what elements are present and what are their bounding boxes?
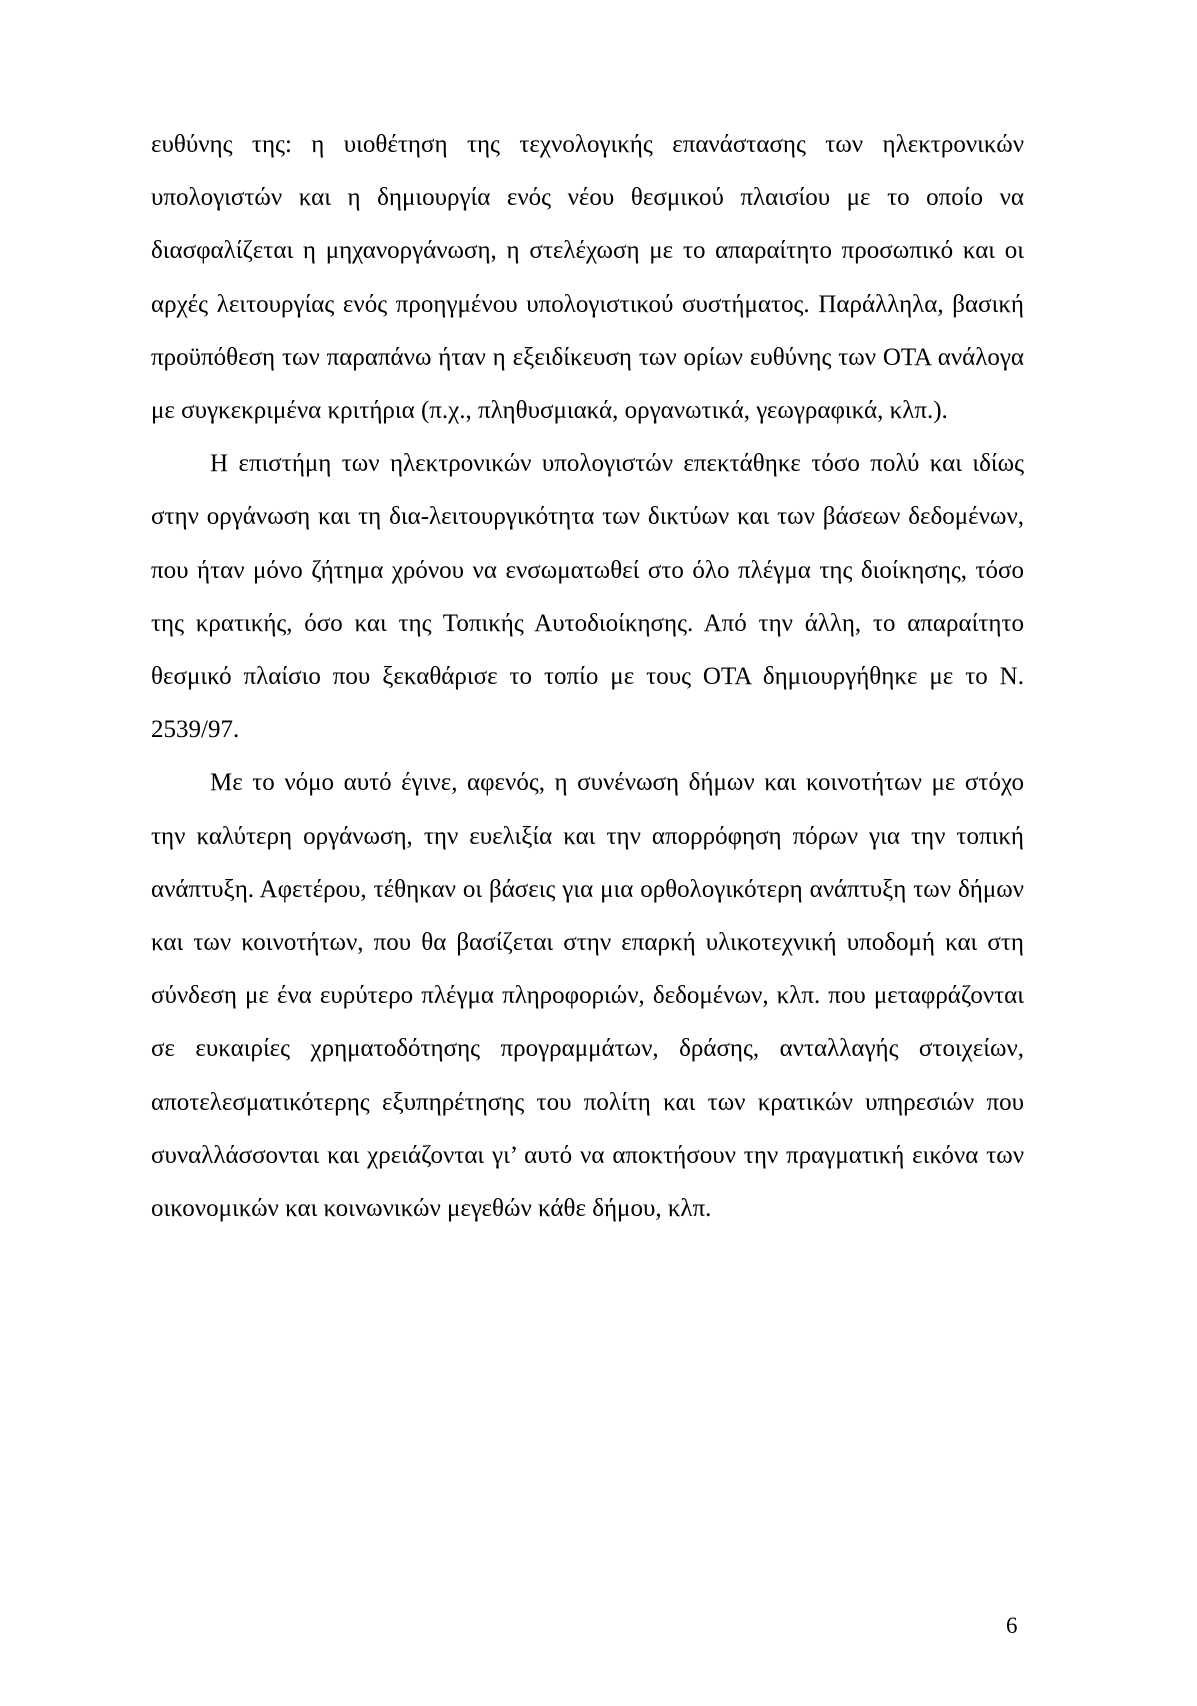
body-text — [151, 118, 1024, 1235]
paragraph-law-effects: Με το νόμο αυτό έγινε, αφενός, η συνένωση δήμων και κοινοτήτων με στόχο την καλύτερη οργάνωση, την ευελιξία και την απορρόφηση πόρων για την τοπική ανάπτυξη. Αφετέρου, τέθηκαν οι βάσεις για μια ορθολογικότερη ανάπτυξη των δήμων και των κοινοτήτων, που θα βασίζεται στην επαρκή υλικοτεχνική υποδομή και στη σύνδεση με ένα ευρύτερο πλέγμα πληροφοριών, δεδομένων, κλπ. που μεταφράζονται σε ευκαιρίες χρηματοδότησης προγραμμάτων, δράσης, ανταλλαγής στοιχείων, αποτελεσματικότερης εξυπηρέτησης του πολίτη και των κρατικών υπηρεσιών που συναλλάσσονται και χρειάζονται γι’ αυτό να αποκτήσουν την πραγματική εικόνα των οικονομικών και κοινωνικών μεγεθών κάθε δήμου, κλπ. — [151, 769, 1024, 1223]
paragraph-continuation: ευθύνης της: η υιοθέτηση της τεχνολογικής επανάστασης των ηλεκτρονικών υπολογιστών και η δημιουργία ενός νέου θεσμικού πλαισίου με το οποίο να διασφαλίζεται η μηχανοργάνωση, η στελέχωση με το απαραίτητο προσωπικό και οι αρχές λειτουργίας ενός προηγμένου υπολογιστικού συστήματος. Παράλληλα, βασική προϋπόθεση των παραπάνω ήταν η εξειδίκευση των ορίων ευθύνης των ΟΤΑ ανάλογα με συγκεκριμένα κριτήρια (π.χ., πληθυσμιακά, οργανωτικά, γεωγραφικά, κλπ.). — [151, 131, 1024, 425]
page-number: 6 — [1006, 1613, 1018, 1638]
paragraph-computer-science: Η επιστήμη των ηλεκτρονικών υπολογιστών επεκτάθηκε τόσο πολύ και ιδίως στην οργάνωση και τη δια-λειτουργικότητα των δικτύων και των βάσεων δεδομένων, που ήταν μόνο ζήτημα χρόνου να ενσωματωθεί στο όλο πλέγμα της διοίκησης, τόσο της κρατικής, όσο και της Τοπικής Αυτοδιοίκησης. Από την άλλη, το απαραίτητο θεσμικό πλαίσιο που ξεκαθάρισε το τοπίο με τους ΟΤΑ δημιουργήθηκε με το Ν. 2539/97. — [151, 450, 1024, 744]
